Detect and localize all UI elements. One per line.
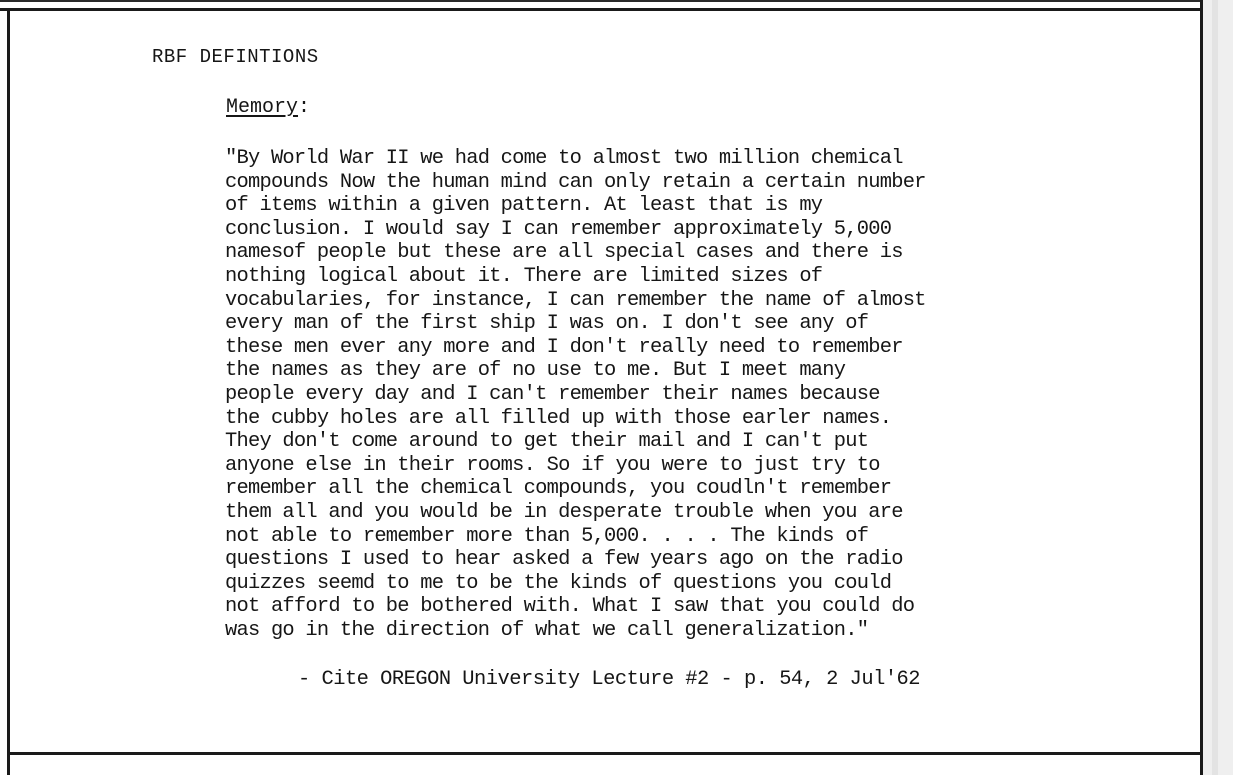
quote-line: people every day and I can't remember their names because	[225, 382, 880, 406]
quote-line: not able to remember more than 5,000. . . . The kinds of	[225, 524, 869, 548]
quote-line: namesof people but these are all special cases and there is	[225, 241, 903, 265]
quote-line: nothing logical about it. There are limited sizes of	[225, 264, 823, 288]
quote-line: these men ever any more and I don't really need to remember	[225, 335, 903, 359]
page-margin	[1203, 0, 1233, 775]
quote-line: of items within a given pattern. At least that is my	[225, 194, 823, 218]
card-bottom-border	[7, 752, 1203, 755]
quote-line: vocabularies, for instance, I can remember the name of almost	[225, 288, 926, 312]
quote-line: the names as they are of no use to me. But I meet many	[225, 359, 846, 383]
quote-line: remember all the chemical compounds, you coudln't remember	[225, 477, 892, 501]
card-top-edge	[0, 0, 1206, 2]
quote-line: them all and you would be in desperate trouble when you are	[225, 500, 903, 524]
quote-line: quizzes seemd to me to be the kinds of questions you could	[225, 571, 892, 595]
quote-line: the cubby holes are all filled up with those earler names.	[225, 406, 892, 430]
section-title	[226, 96, 310, 119]
card-left-border	[7, 8, 10, 775]
quote-line: conclusion. I would say I can remember approximately 5,000	[225, 217, 892, 241]
quote-line: "By World War II we had come to almost two million chemical	[225, 147, 903, 170]
quote-line: not afford to be bothered with. What I saw that you could do	[225, 595, 915, 619]
quote-line: every man of the first ship I was on. I don't see any of	[225, 312, 869, 336]
quote-line: questions I used to hear asked a few years ago on the radio	[225, 548, 903, 572]
card-top-border	[0, 8, 1206, 11]
section-colon: :	[298, 96, 311, 119]
document-heading: RBF DEFINTIONS	[152, 46, 319, 68]
citation: - Cite OREGON University Lecture #2 - p. 54, 2 Jul'62	[298, 668, 921, 691]
page-margin-shadow	[1212, 0, 1218, 775]
quote-line: anyone else in their rooms. So if you were to just try to	[225, 453, 880, 477]
quote-line: was go in the direction of what we call generalization."	[225, 618, 869, 642]
section-label: Memory	[226, 96, 299, 119]
quote-line: They don't come around to get their mail and I can't put	[225, 430, 869, 454]
quote-line: compounds Now the human mind can only retain a certain number	[225, 170, 926, 194]
quote-block	[225, 147, 1095, 642]
